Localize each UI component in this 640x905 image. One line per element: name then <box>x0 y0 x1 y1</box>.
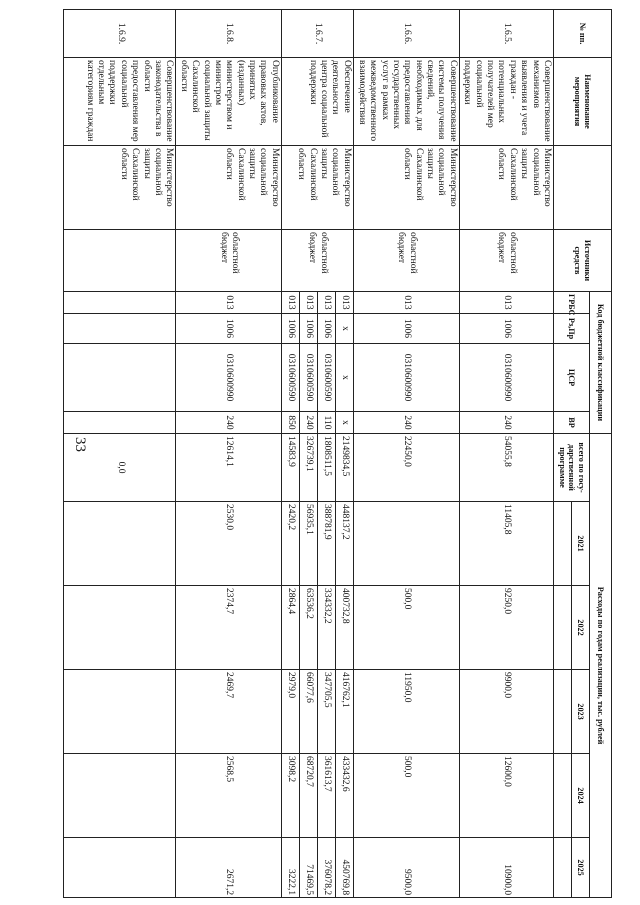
total-amount: 12614,1 <box>176 434 282 502</box>
total-amount: 54055,8 <box>459 434 553 502</box>
header-num: № пп. <box>554 10 612 58</box>
measure-name: Совершенствование механизмов выявления и учета граждан - потенциальных получателей мер социальной поддержки <box>459 58 553 146</box>
total-amount: 326739,1 <box>299 434 317 502</box>
header-year-2023: 2023 <box>572 670 590 754</box>
total-amount: 1808511,5 <box>317 434 335 502</box>
year-amount: 347705,5 <box>317 670 335 754</box>
vr-code: 850 <box>281 412 299 434</box>
grbs-code: 013 <box>353 292 459 314</box>
measure-name: Обеспечение деятельности центра социальной поддержки <box>281 58 353 146</box>
measure-name: Совершенствование законодательства в области предоставления мер социальной поддержки отдельным категориям граждан <box>64 58 176 146</box>
year-amount: 9250,0 <box>459 586 553 670</box>
year-amount: 334332,2 <box>317 586 335 670</box>
csr-code: 0310600590 <box>299 344 317 412</box>
year-amount: 71469,5 <box>299 838 317 898</box>
table-row <box>176 10 282 898</box>
executor-name: Министерство социальной защиты Сахалинской области <box>176 146 282 230</box>
rzpr-code: 1006 <box>176 314 282 344</box>
year-amount: 68720,7 <box>299 754 317 838</box>
rotated-table-container <box>84 9 612 897</box>
year-amount: 2568,5 <box>176 754 282 838</box>
header-vr: ВР <box>554 412 590 434</box>
header-source: Источники средств <box>554 230 612 292</box>
measure-name: Совершенствование системы получения сведений, необходимых для предоставления государственных услуг в рамках межведомственного взаимодействия <box>353 58 459 146</box>
year-amount: 2420,2 <box>281 502 299 586</box>
rzpr-code: x <box>335 314 353 344</box>
grbs-code <box>64 292 176 314</box>
grbs-code: 013 <box>335 292 353 314</box>
table-row <box>64 10 176 898</box>
year-amount <box>64 670 176 754</box>
table-header <box>554 10 612 898</box>
rzpr-code: 1006 <box>317 314 335 344</box>
year-amount: 416762,1 <box>335 670 353 754</box>
year-amount: 11405,8 <box>459 502 553 586</box>
year-amount: 500,0 <box>353 586 459 670</box>
executor-name: Министерство социальной защиты Сахалинской области <box>353 146 459 230</box>
year-amount: 56935,1 <box>299 502 317 586</box>
year-amount: 400732,8 <box>335 586 353 670</box>
table-wrapper <box>84 9 612 897</box>
header-grbs: ГРБС <box>554 292 590 314</box>
header-year-spacer <box>554 754 572 838</box>
year-amount: 2671,2 <box>176 838 282 898</box>
csr-code: x <box>335 344 353 412</box>
funding-source: областной бюджет <box>176 230 282 292</box>
table-row <box>335 10 353 898</box>
grbs-code: 013 <box>281 292 299 314</box>
csr-code: 0310600990 <box>459 344 553 412</box>
year-amount: 376078,2 <box>317 838 335 898</box>
year-amount: 11950,0 <box>353 670 459 754</box>
table-row <box>459 10 553 898</box>
total-amount: 0,0 <box>64 434 176 502</box>
header-name: Наименование мероприятия <box>554 58 612 146</box>
year-amount: 388781,9 <box>317 502 335 586</box>
year-amount: 3098,2 <box>281 754 299 838</box>
page-number: 33 <box>72 437 88 452</box>
year-amount: 2979,0 <box>281 670 299 754</box>
measure-name: Опубликование правовых актов, принятых (изданных) министерством и министром социальной защиты Сахалинской области <box>176 58 282 146</box>
rzpr-code: 1006 <box>353 314 459 344</box>
vr-code: 240 <box>299 412 317 434</box>
funding-source: областной бюджет <box>353 230 459 292</box>
rzpr-code: 1006 <box>459 314 553 344</box>
csr-code: 0310600590 <box>281 344 299 412</box>
header-year-2022: 2022 <box>572 586 590 670</box>
year-amount: 500,0 <box>353 754 459 838</box>
year-amount <box>64 502 176 586</box>
table-body <box>64 10 554 898</box>
executor-name: Министерство социальной защиты Сахалинской области <box>281 146 353 230</box>
year-amount <box>353 502 459 586</box>
header-rzpr: Рз,Пр <box>554 314 590 344</box>
year-amount: 9500,0 <box>353 838 459 898</box>
year-amount: 9900,0 <box>459 670 553 754</box>
header-year-2021: 2021 <box>572 502 590 586</box>
vr-code <box>64 412 176 434</box>
row-number: 1.6.6. <box>353 10 459 58</box>
executor-name: Министерство социальной защиты Сахалинской области <box>459 146 553 230</box>
grbs-code: 013 <box>459 292 553 314</box>
row-number: 1.6.9. <box>64 10 176 58</box>
csr-code: 0310600990 <box>176 344 282 412</box>
year-amount <box>64 754 176 838</box>
funding-source <box>64 230 176 292</box>
table-row <box>353 10 459 898</box>
year-amount: 2374,7 <box>176 586 282 670</box>
header-budget-code: Код бюджетной классификации <box>590 292 612 434</box>
header-year-2025: 2025 <box>572 838 590 898</box>
header-expenses: Расходы по годам реализации, тыс. рублей <box>590 434 612 898</box>
total-amount: 22450,0 <box>353 434 459 502</box>
header-executor <box>554 146 612 230</box>
total-amount: 2149834,5 <box>335 434 353 502</box>
year-amount: 63536,2 <box>299 586 317 670</box>
year-amount: 3222,1 <box>281 838 299 898</box>
grbs-code: 013 <box>176 292 282 314</box>
vr-code: 240 <box>176 412 282 434</box>
header-year-spacer <box>554 670 572 754</box>
vr-code: 240 <box>459 412 553 434</box>
total-amount: 14583,9 <box>281 434 299 502</box>
year-amount: 2469,7 <box>176 670 282 754</box>
year-amount <box>64 838 176 898</box>
row-number: 1.6.5. <box>459 10 553 58</box>
header-year-spacer <box>554 586 572 670</box>
rzpr-code <box>64 314 176 344</box>
year-amount: 448137,2 <box>335 502 353 586</box>
row-number: 1.6.8. <box>176 10 282 58</box>
funding-source: областной бюджет <box>281 230 353 292</box>
funding-source: областной бюджет <box>459 230 553 292</box>
csr-code: 0310600990 <box>353 344 459 412</box>
budget-table <box>63 9 612 898</box>
rzpr-code: 1006 <box>299 314 317 344</box>
year-amount: 433432,6 <box>335 754 353 838</box>
executor-name: Министерство социальной защиты Сахалинской области <box>64 146 176 230</box>
grbs-code: 013 <box>317 292 335 314</box>
vr-code: 110 <box>317 412 335 434</box>
header-year-spacer <box>554 838 572 898</box>
year-amount: 2530,0 <box>176 502 282 586</box>
year-amount: 12600,0 <box>459 754 553 838</box>
year-amount: 2864,4 <box>281 586 299 670</box>
year-amount <box>64 586 176 670</box>
grbs-code: 013 <box>299 292 317 314</box>
header-total: всего по госу-дарственной программе <box>554 434 590 502</box>
header-year-spacer <box>554 502 572 586</box>
csr-code <box>64 344 176 412</box>
header-year-2024: 2024 <box>572 754 590 838</box>
year-amount: 10900,0 <box>459 838 553 898</box>
year-amount: 450769,8 <box>335 838 353 898</box>
vr-code: x <box>335 412 353 434</box>
vr-code: 240 <box>353 412 459 434</box>
year-amount: 66077,6 <box>299 670 317 754</box>
header-csr: ЦСР <box>554 344 590 412</box>
csr-code: 0310600590 <box>317 344 335 412</box>
year-amount: 361613,7 <box>317 754 335 838</box>
rzpr-code: 1006 <box>281 314 299 344</box>
row-number: 1.6.7. <box>281 10 353 58</box>
